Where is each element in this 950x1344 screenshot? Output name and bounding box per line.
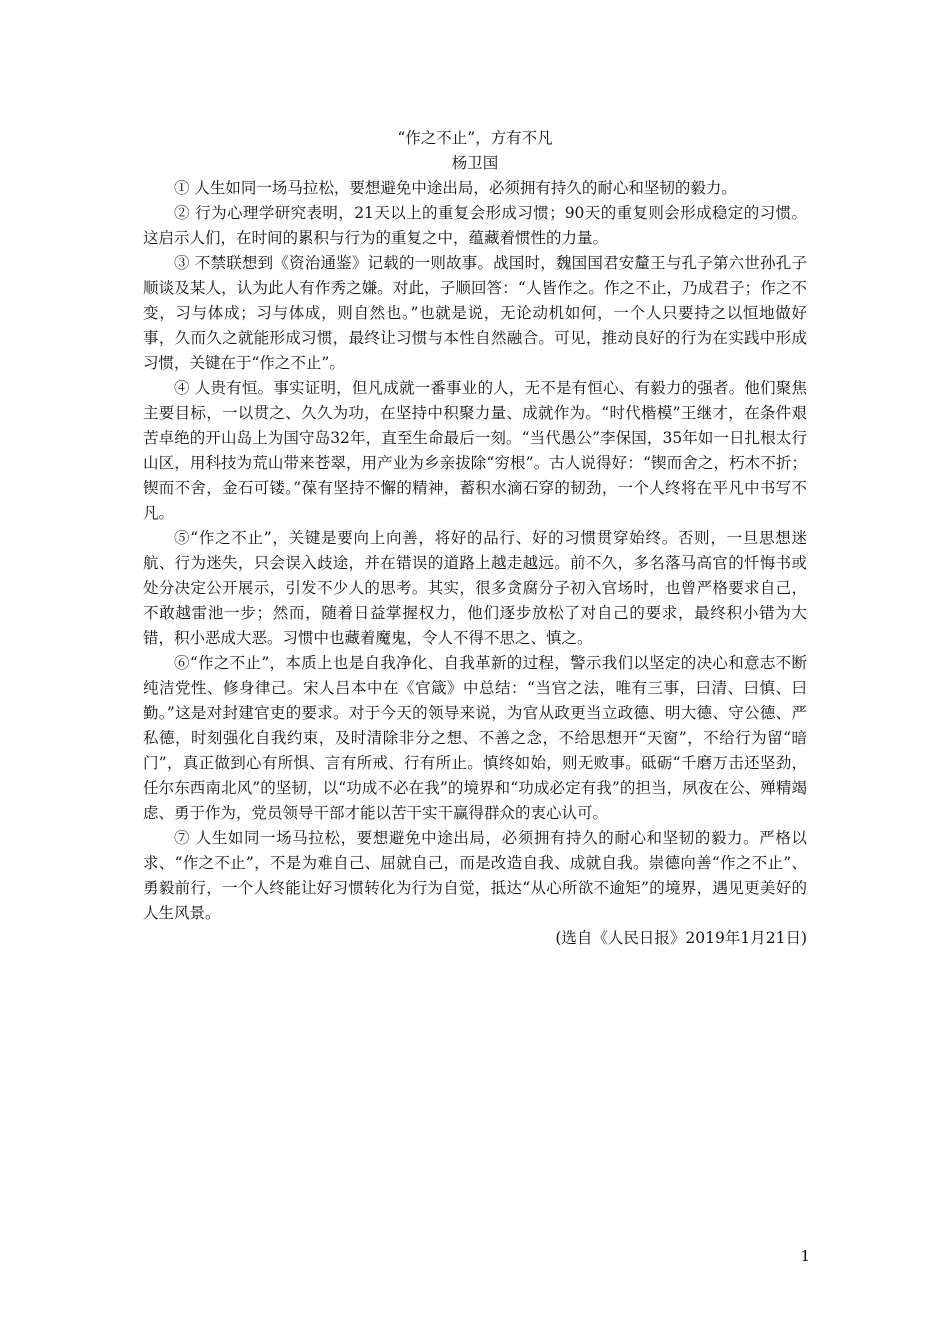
- paragraph-3: ③ 不禁联想到《资治通鉴》记载的一则故事。战国时，魏国国君安釐王与孔子第六世孙孔子顺谈及某人，认为此人有作秀之嫌。对此，子顺回答：“人皆作之。作之不止，乃成君子；作之不变，习与体成；习与体成，则自然也。”也就是说，无论动机如何，一个人只要持之以恒地做好事，久而久之就能形成习惯，最终让习惯与本性自然融合。可见，推动良好的行为在实践中形成习惯，关键在于“作之不止”。: [143, 254, 807, 372]
- article-author: 杨卫国: [451, 154, 499, 172]
- paragraph-5: ⑤“作之不止”，关键是要向上向善，将好的品行、好的习惯贯穿始终。否则，一旦思想迷航、行为迷失，只会误入歧途，并在错误的道路上越走越远。前不久，多名落马高官的忏悔书或处分决定公开展示，引发不少人的思考。其实，很多贪腐分子初入官场时，也曾严格要求自己，不敢越雷池一步；然而，随着日益掌握权力，他们逐步放松了对自己的要求，最终积小错为大错，积小恶成大恶。习惯中也藏着魔鬼，令人不得不思之、慎之。: [143, 529, 807, 647]
- article-source: (选自《人民日报》2019年1月21日): [555, 929, 807, 947]
- article-title: “作之不止”，方有不凡: [397, 129, 553, 147]
- paragraph-1: ① 人生如同一场马拉松，要想避免中途出局，必须拥有持久的耐心和坚韧的毅力。: [174, 179, 737, 197]
- paragraph-6: ⑥“作之不止”，本质上也是自我净化、自我革新的过程，警示我们以坚定的决心和意志不断纯洁党性、修身律己。宋人吕本中在《官箴》中总结：“当官之法，唯有三事，曰清、曰慎、曰勤。”这是对封建官吏的要求。对于今天的领导来说，为官从政更当立政德、明大德、守公德、严私德，时刻强化自我约束，及时清除非分之想、不善之念，不给思想开“天窗”，不给行为留“暗门”，真正做到心有所惧、言有所戒、行有所止。慎终如始，则无败事。砥砺“千磨万击还坚劲，任尔东西南北风”的坚韧，以“功成不必在我”的境界和“功成必定有我”的担当，夙夜在公、殚精竭虑、勇于作为，党员领导干部才能以苦干实干赢得群众的衷心认可。: [143, 654, 807, 822]
- page-number: 1: [800, 1247, 810, 1265]
- article: [143, 126, 807, 951]
- paragraph-2: ② 行为心理学研究表明，21天以上的重复会形成习惯；90天的重复则会形成稳定的习惯。这启示人们，在时间的累积与行为的重复之中，蕴藏着惯性的力量。: [143, 204, 807, 247]
- paragraph-7: ⑦ 人生如同一场马拉松，要想避免中途出局，必须拥有持久的耐心和坚韧的毅力。严格以求、“作之不止”，不是为难自己、屈就自己，而是改造自我、成就自我。崇德向善“作之不止”、勇毅前行，一个人终能让好习惯转化为行为自觉，抵达“从心所欲不逾矩”的境界，遇见更美好的人生风景。: [143, 829, 807, 922]
- paragraph-4: ④ 人贵有恒。事实证明，但凡成就一番事业的人，无不是有恒心、有毅力的强者。他们聚焦主要目标，一以贯之、久久为功，在坚持中积聚力量、成就作为。“时代楷模”王继才，在条件艰苦卓绝的开山岛上为国守岛32年，直至生命最后一刻。“当代愚公”李保国，35年如一日扎根太行山区，用科技为荒山带来苍翠，用产业为乡亲拔除“穷根”。古人说得好：“锲而舍之，朽木不折；锲而不舍，金石可镂。”葆有坚持不懈的精神，蓄积水滴石穿的韧劲，一个人终将在平凡中书写不凡。: [143, 379, 807, 522]
